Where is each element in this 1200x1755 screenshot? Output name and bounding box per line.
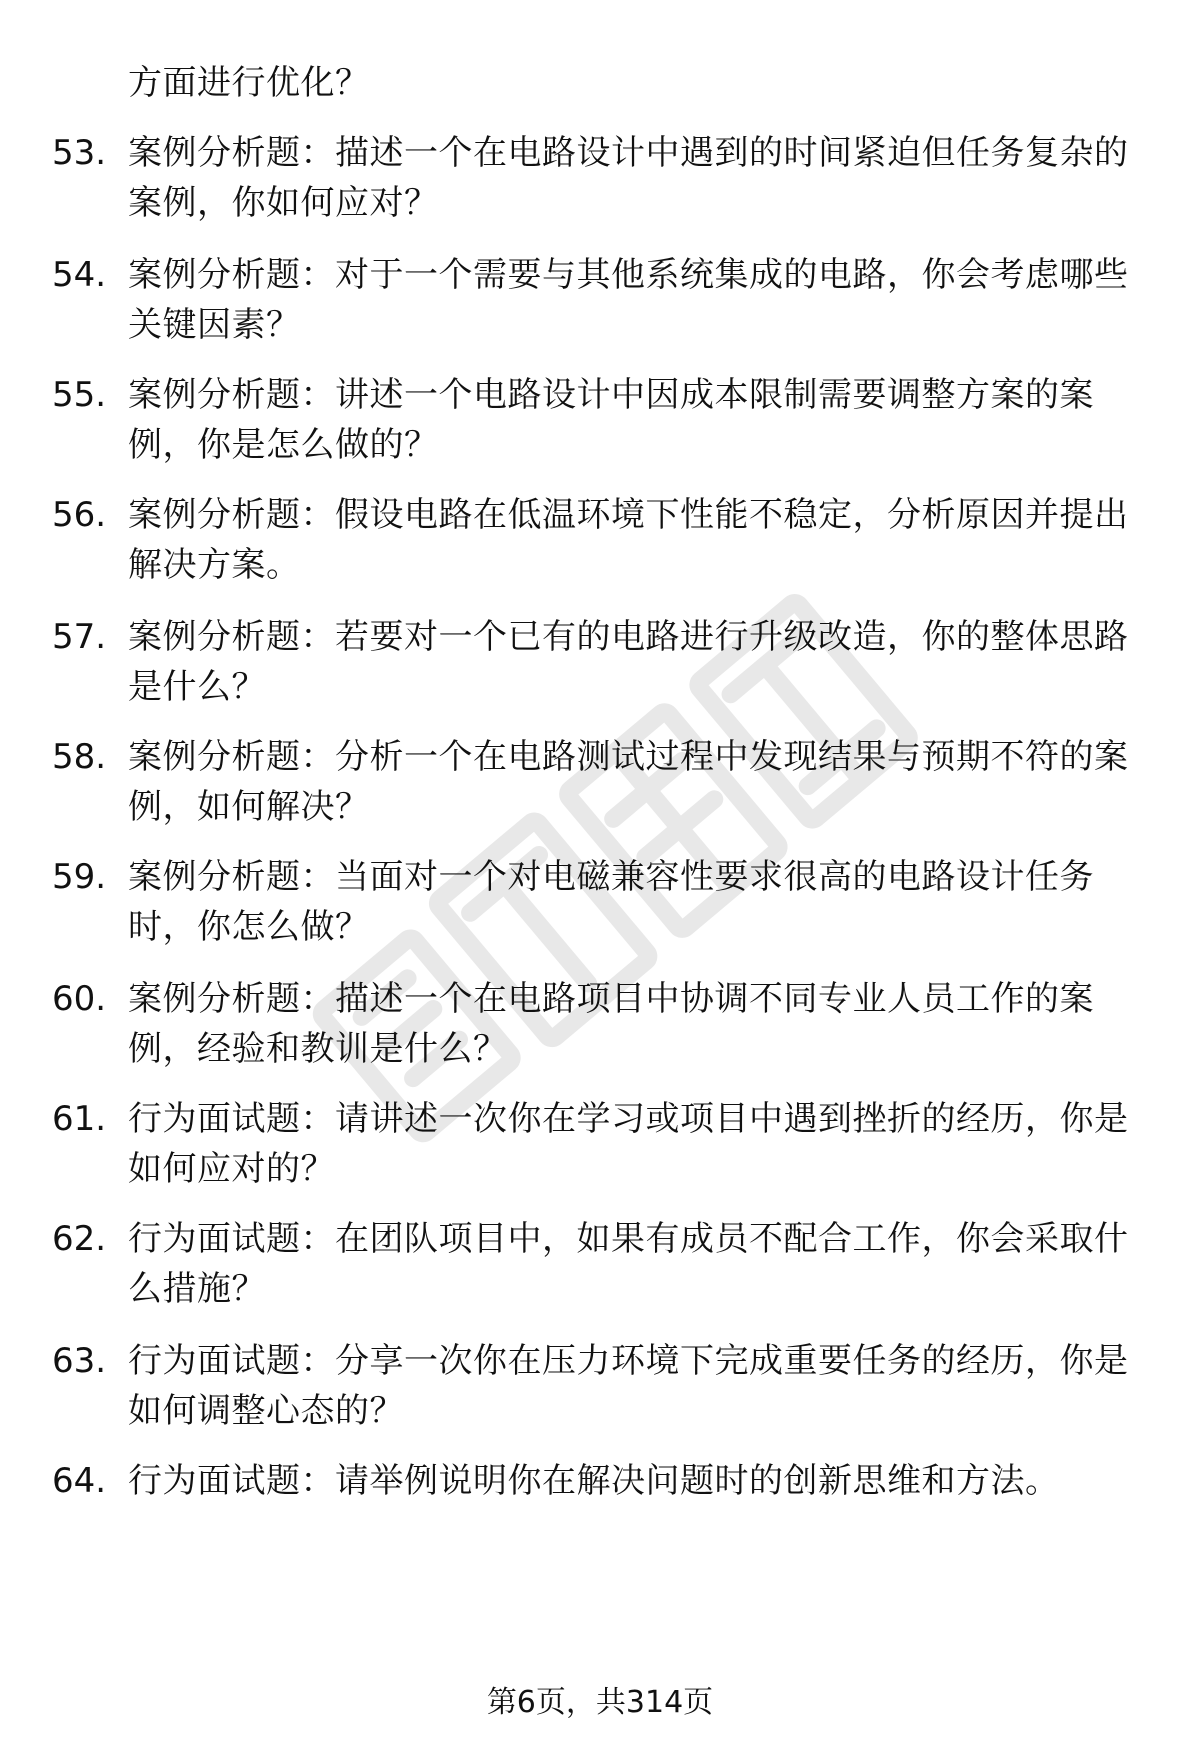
question-number: 55. (52, 375, 107, 415)
question-number: 63. (52, 1341, 107, 1381)
question-number: 58. (52, 737, 107, 777)
question-text: 行为面试题：请举例说明你在解决问题时的创新思维和方法。 (128, 1461, 1060, 1501)
question-text: 案例分析题：对于一个需要与其他系统集成的电路，你会考虑哪些关键因素？ (128, 255, 1129, 345)
question-number: 57. (52, 617, 107, 657)
question-text: 行为面试题：请讲述一次你在学习或项目中遇到挫折的经历，你是如何应对的？ (128, 1099, 1129, 1189)
question-number: 59. (52, 857, 107, 897)
question-number: 54. (52, 255, 107, 295)
question-text: 案例分析题：当面对一个对电磁兼容性要求很高的电路设计任务时，你怎么做？ (128, 857, 1094, 947)
question-number: 56. (52, 495, 107, 535)
page-footer: 第6页，共314页 (486, 1685, 714, 1720)
question-text: 案例分析题：讲述一个电路设计中因成本限制需要调整方案的案例，你是怎么做的？ (128, 375, 1094, 465)
question-text: 案例分析题：描述一个在电路项目中协调不同专业人员工作的案例，经验和教训是什么？ (128, 979, 1094, 1069)
question-text: 案例分析题：分析一个在电路测试过程中发现结果与预期不符的案例，如何解决？ (128, 737, 1129, 827)
question-number: 62. (52, 1219, 107, 1259)
continuation-text: 方面进行优化？ (128, 63, 370, 103)
question-number: 64. (52, 1461, 107, 1501)
question-text: 案例分析题：若要对一个已有的电路进行升级改造，你的整体思路是什么？ (128, 617, 1129, 707)
question-number: 53. (52, 133, 107, 173)
question-text: 案例分析题：假设电路在低温环境下性能不稳定，分析原因并提出解决方案。 (128, 495, 1129, 585)
question-number: 61. (52, 1099, 107, 1139)
question-number: 60. (52, 979, 107, 1019)
question-text: 行为面试题：分享一次你在压力环境下完成重要任务的经历，你是如何调整心态的？ (128, 1341, 1129, 1431)
question-text: 案例分析题：描述一个在电路设计中遇到的时间紧迫但任务复杂的案例，你如何应对？ (128, 133, 1129, 223)
question-text: 行为面试题：在团队项目中，如果有成员不配合工作，你会采取什么措施？ (128, 1219, 1129, 1309)
